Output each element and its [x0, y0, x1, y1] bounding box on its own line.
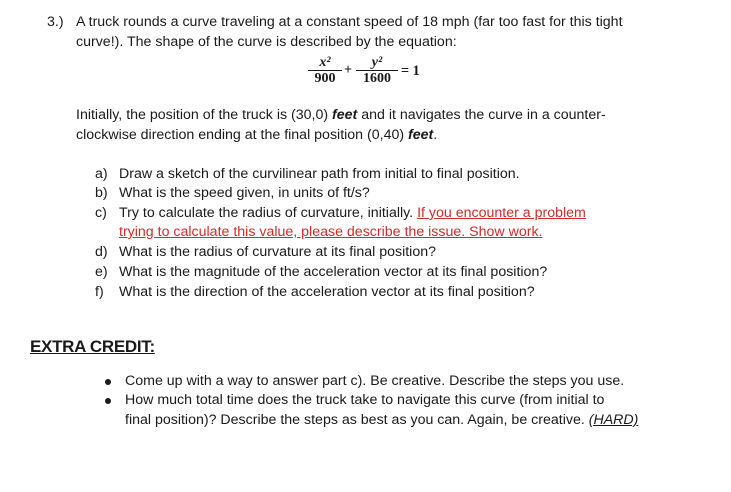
- question-letter: a): [95, 166, 108, 182]
- equation-term2: [356, 55, 398, 87]
- term1-numerator: x²: [308, 55, 342, 71]
- question-letter: c): [95, 205, 107, 221]
- problem-intro-line1: A truck rounds a curve traveling at a constant speed of 18 mph (far too fast for this tight: [76, 14, 623, 30]
- question-text: What is the direction of the acceleration vector at its final position?: [119, 284, 535, 300]
- question-letter: d): [95, 244, 108, 260]
- question-text: What is the radius of curvature at its final position?: [119, 244, 437, 260]
- question-text: Try to calculate the radius of curvature, initially.: [119, 205, 418, 221]
- term1-denominator: 900: [314, 71, 336, 86]
- bullet-icon: [105, 398, 111, 404]
- question-text: What is the speed given, in units of ft/s?: [119, 185, 370, 201]
- extra-credit-item: Come up with a way to answer part c). Be creative. Describe the steps you use.: [125, 373, 625, 389]
- extra-credit-heading: EXTRA CREDIT:: [30, 337, 155, 356]
- equation-rhs: = 1: [401, 63, 420, 79]
- initial-line1-post: and it navigates the curve in a counter-: [357, 107, 606, 123]
- initial-line2-unit: feet: [408, 127, 434, 143]
- equation-plus: +: [344, 62, 353, 78]
- bullet-icon: [105, 379, 111, 385]
- initial-line1-unit: feet: [332, 107, 358, 123]
- question-letter: f): [95, 284, 104, 300]
- term2-numerator: y²: [356, 55, 398, 71]
- extra-credit-item-line2: [125, 412, 638, 428]
- initial-line1-pre: Initially, the position of the truck is (30,0): [76, 107, 333, 123]
- extra-credit-item-text: final position)? Describe the steps as best as you can. Again, be creative.: [125, 412, 589, 428]
- initial-line1: [76, 107, 606, 123]
- extra-credit-item: How much total time does the truck take to navigate this curve (from initial to: [125, 392, 605, 408]
- initial-line2: [76, 127, 437, 143]
- hard-tag: (HARD): [588, 412, 639, 428]
- initial-line2-pre: clockwise direction ending at the final position (0,40): [76, 127, 409, 143]
- question-letter: b): [95, 185, 108, 201]
- initial-line2-post: .: [433, 127, 438, 143]
- term2-denominator: 1600: [363, 71, 391, 86]
- question-c-note-line1: If you encounter a problem: [417, 205, 586, 221]
- equation-term1: [308, 55, 342, 87]
- question-text: Draw a sketch of the curvilinear path from initial to final position.: [119, 166, 520, 182]
- question-letter: e): [95, 264, 108, 280]
- problem-intro-line2: curve!). The shape of the curve is described by the equation:: [76, 34, 457, 50]
- question-c-note-line2: trying to calculate this value, please describe the issue. Show work.: [119, 224, 543, 240]
- question-text: What is the magnitude of the acceleration vector at its final position?: [119, 264, 548, 280]
- question-c-line1: [119, 205, 586, 221]
- problem-number: 3.): [47, 14, 64, 30]
